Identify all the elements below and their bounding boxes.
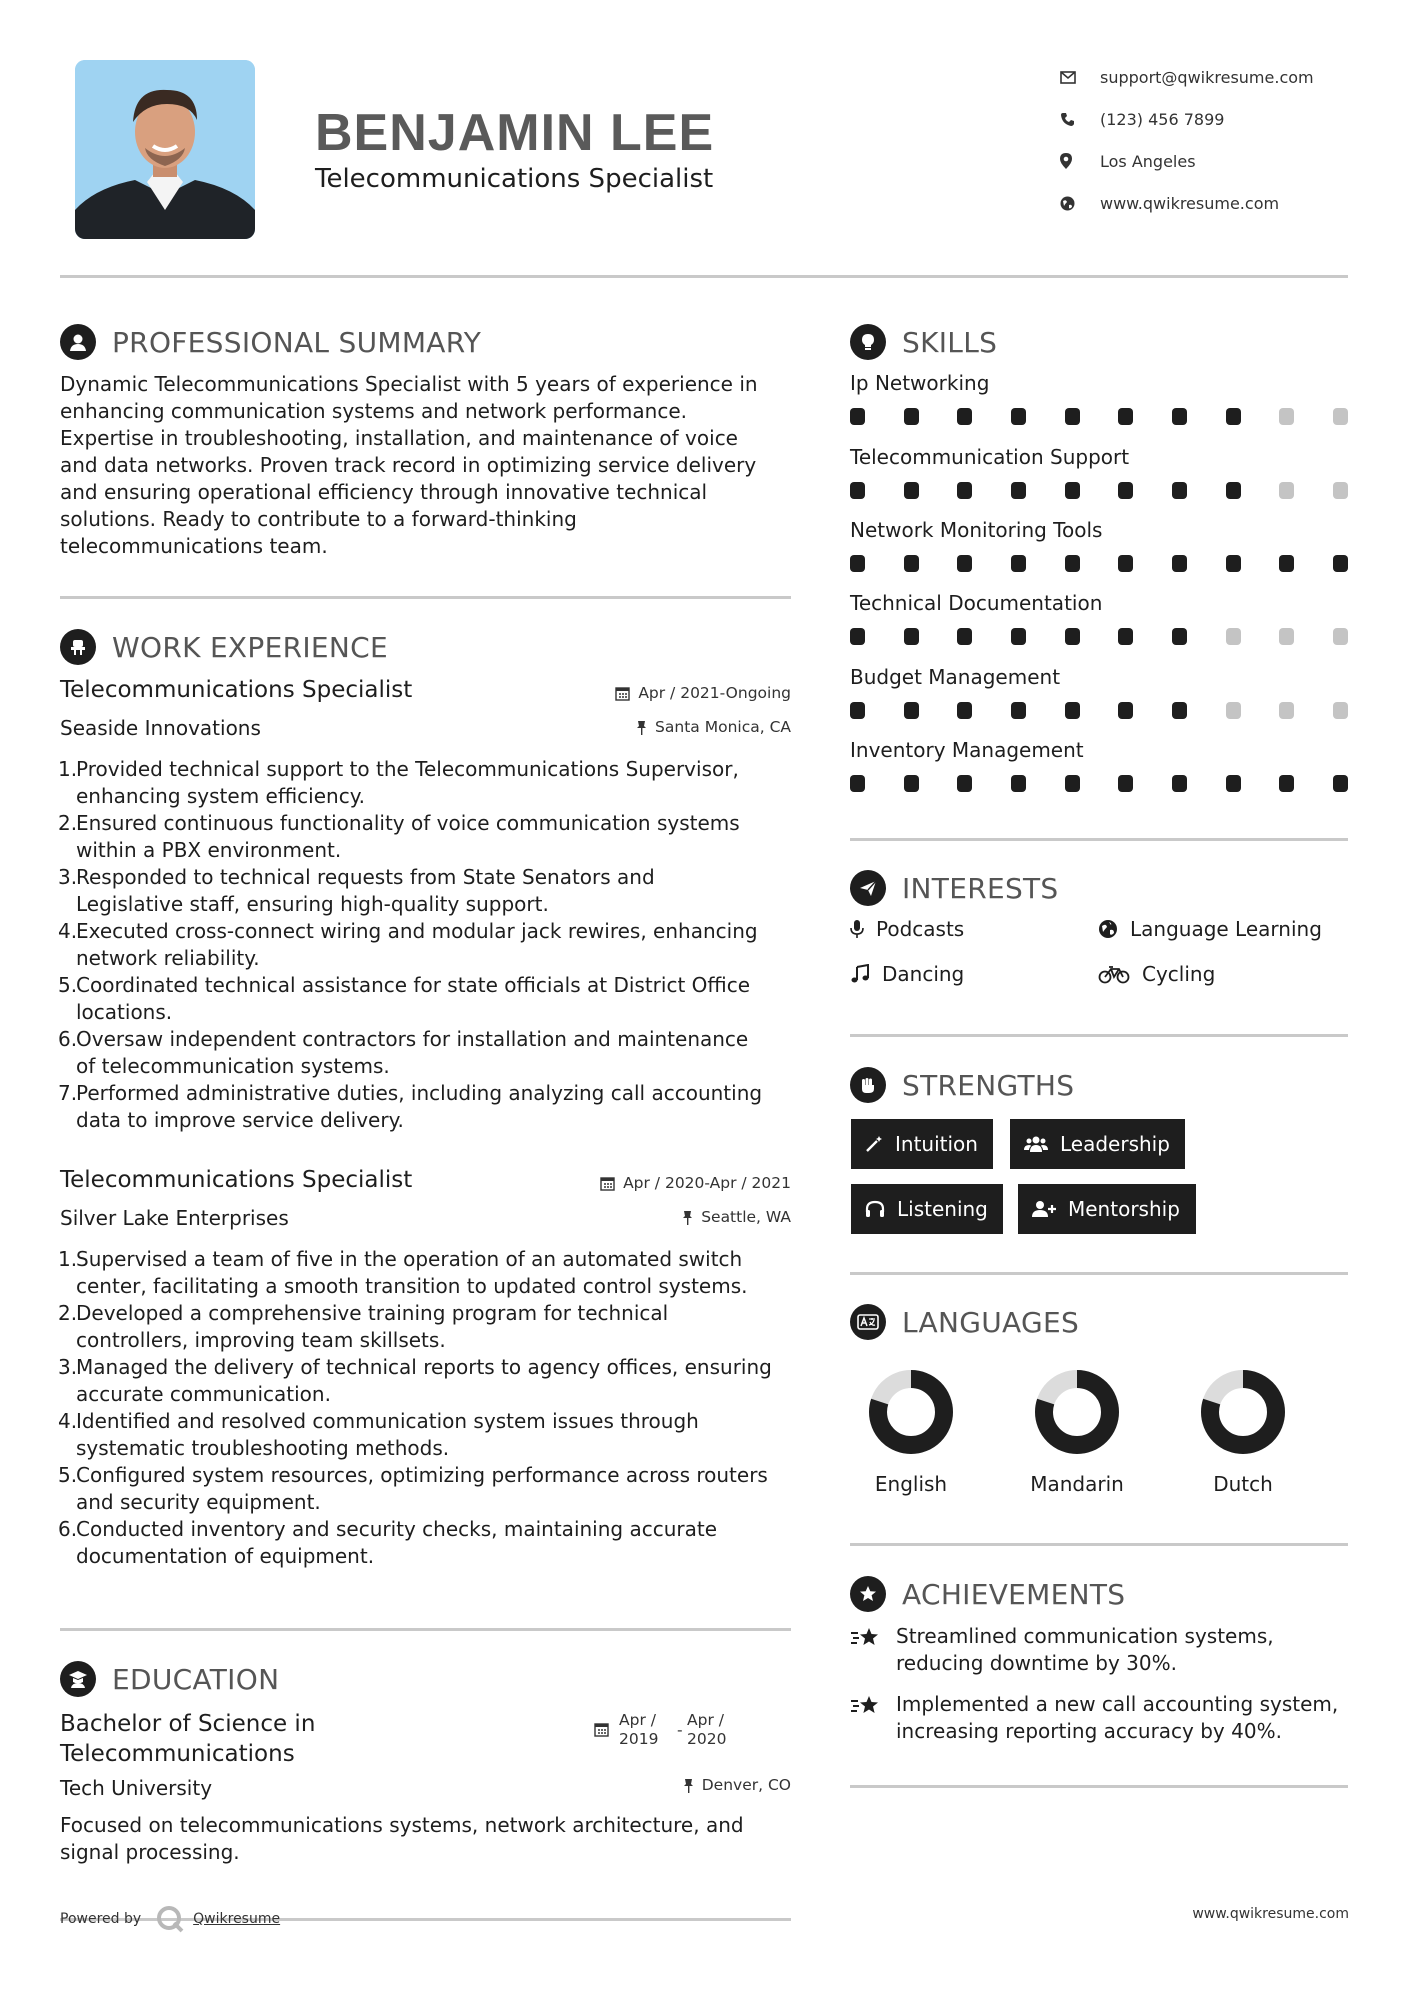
rating-dot-empty <box>1226 628 1241 645</box>
date-separator: - <box>677 1721 683 1739</box>
contact-email-text: support@qwikresume.com <box>1100 67 1314 87</box>
rating-dot-empty <box>1333 702 1348 719</box>
rating-dot-filled <box>1065 628 1080 645</box>
list-text: locations. <box>76 1000 173 1024</box>
degree-title <box>60 1709 315 1769</box>
rating-dot-filled <box>1065 408 1080 425</box>
job-dates-text: Apr / 2020-Apr / 2021 <box>623 1174 791 1192</box>
date-line: Apr / <box>619 1711 656 1729</box>
interest-label: Language Learning <box>1130 917 1322 941</box>
skill-rating <box>850 775 1350 793</box>
summary-heading <box>60 324 481 360</box>
skill-name: Network Monitoring Tools <box>850 518 1103 542</box>
rating-dot-filled <box>957 775 972 792</box>
list-text: Identified and resolved communication system issues through <box>76 1409 699 1433</box>
globe-icon <box>1098 919 1118 939</box>
job-location <box>560 1208 791 1226</box>
contact-location <box>1060 140 1360 182</box>
contact-website-text: www.qwikresume.com <box>1100 193 1280 213</box>
rating-dot-filled <box>1172 408 1187 425</box>
header-divider <box>60 275 1348 278</box>
rating-dot-filled <box>904 628 919 645</box>
section-divider <box>850 1785 1348 1788</box>
user-circle-icon <box>60 324 96 360</box>
list-number: 4. <box>58 919 78 943</box>
school-name: Tech University <box>60 1776 213 1800</box>
education-heading <box>60 1661 279 1697</box>
list-number: 5. <box>58 1463 78 1487</box>
degree-line: Telecommunications <box>60 1741 295 1767</box>
rating-dot-filled <box>904 408 919 425</box>
map-pin-icon <box>1060 153 1100 169</box>
rating-dot-filled <box>1172 702 1187 719</box>
description-line: signal processing. <box>60 1840 240 1864</box>
achievements-heading <box>850 1576 1125 1612</box>
skill-name: Technical Documentation <box>850 591 1103 615</box>
music-note-icon <box>850 964 870 984</box>
thumbtack-icon <box>683 1778 694 1793</box>
section-divider <box>850 838 1348 841</box>
interest-label: Podcasts <box>876 917 965 941</box>
rating-dot-filled <box>1118 702 1133 719</box>
skill-name: Telecommunication Support <box>850 445 1130 469</box>
job-company: Seaside Innovations <box>60 716 261 740</box>
list-item <box>58 1354 798 1408</box>
skill-rating <box>850 555 1350 573</box>
rating-dot-empty <box>1279 408 1294 425</box>
list-text: Developed a comprehensive training program for technical <box>76 1301 669 1325</box>
shooting-star-icon <box>850 1691 896 1745</box>
interests-title: INTERESTS <box>902 871 1059 905</box>
interest-label: Dancing <box>882 962 965 986</box>
job-dates-text: Apr / 2021-Ongoing <box>638 684 791 702</box>
job-dates <box>540 1174 791 1192</box>
language-ring <box>1032 1367 1122 1457</box>
skill-rating <box>850 482 1350 500</box>
description-line: Focused on telecommunications systems, network architecture, and <box>60 1813 744 1837</box>
list-item <box>58 972 798 1026</box>
degree-line: Bachelor of Science in <box>60 1711 316 1737</box>
list-text: of telecommunication systems. <box>76 1054 390 1078</box>
rating-dot-filled <box>1333 555 1348 572</box>
rating-dot-empty <box>1226 702 1241 719</box>
strength-chip <box>851 1119 993 1169</box>
fist-icon <box>850 1067 886 1103</box>
rating-dot-filled <box>850 628 865 645</box>
interests-heading <box>850 870 1059 906</box>
education-description <box>60 1812 800 1866</box>
language-label: Mandarin <box>1030 1472 1124 1496</box>
summary-line: Expertise in troubleshooting, installation, and maintenance of voice <box>60 426 738 450</box>
section-divider <box>850 1543 1348 1546</box>
skill-rating <box>850 408 1350 426</box>
list-number: 6. <box>58 1517 78 1541</box>
list-item <box>58 1026 798 1080</box>
list-text: controllers, improving team skillsets. <box>76 1328 446 1352</box>
strength-chip <box>1018 1184 1196 1234</box>
list-text: center, facilitating a smooth transition to updated control systems. <box>76 1274 748 1298</box>
rating-dot-filled <box>1172 555 1187 572</box>
work-title: WORK EXPERIENCE <box>112 630 388 664</box>
list-text: accurate communication. <box>76 1382 331 1406</box>
list-text: Ensured continuous functionality of voice communication systems <box>76 811 740 835</box>
job-duties-list <box>58 1246 798 1570</box>
list-number: 1. <box>58 1247 78 1271</box>
rating-dot-filled <box>1118 628 1133 645</box>
rating-dot-filled <box>850 408 865 425</box>
list-number: 5. <box>58 973 78 997</box>
lightbulb-icon <box>850 324 886 360</box>
qwikresume-logo-icon <box>155 1904 185 1934</box>
summary-title: PROFESSIONAL SUMMARY <box>112 325 482 359</box>
rating-dot-filled <box>1118 775 1133 792</box>
skill-name: Ip Networking <box>850 371 990 395</box>
summary-line: solutions. Ready to contribute to a forward-thinking <box>60 507 577 531</box>
section-divider <box>60 1628 791 1631</box>
strength-label: Mentorship <box>1068 1197 1180 1221</box>
rating-dot-filled <box>1226 482 1241 499</box>
date-line: 2019 <box>619 1730 659 1748</box>
achievement-line: Streamlined communication systems, <box>896 1624 1274 1648</box>
list-text: Coordinated technical assistance for state officials at District Office <box>76 973 751 997</box>
date-line: 2020 <box>687 1730 727 1748</box>
powered-by-text: Powered by <box>60 1911 142 1927</box>
magic-wand-icon <box>865 1135 883 1153</box>
rating-dot-empty <box>1279 482 1294 499</box>
rating-dot-filled <box>1172 628 1187 645</box>
list-number: 3. <box>58 1355 78 1379</box>
graduate-icon <box>60 1661 96 1697</box>
interest-item <box>850 917 964 941</box>
skill-rating <box>850 702 1350 720</box>
envelope-icon <box>1060 71 1100 84</box>
date-line: Apr / <box>687 1711 724 1729</box>
list-text: systematic troubleshooting methods. <box>76 1436 450 1460</box>
rating-dot-filled <box>957 555 972 572</box>
rating-dot-filled <box>1011 628 1026 645</box>
candidate-title: Telecommunications Specialist <box>315 164 714 194</box>
list-number: 1. <box>58 757 78 781</box>
rating-dot-filled <box>1011 702 1026 719</box>
rating-dot-empty <box>1279 628 1294 645</box>
strength-label: Listening <box>897 1197 988 1221</box>
list-text: Supervised a team of five in the operation of an automated switch <box>76 1247 743 1271</box>
rating-dot-filled <box>957 408 972 425</box>
rating-dot-filled <box>904 775 919 792</box>
rating-dot-empty <box>1333 628 1348 645</box>
language-label: English <box>874 1472 948 1496</box>
language-icon <box>850 1304 886 1340</box>
achievement-item <box>850 1691 1370 1745</box>
list-number: 7. <box>58 1081 78 1105</box>
list-text: within a PBX environment. <box>76 838 342 862</box>
list-number: 3. <box>58 865 78 889</box>
achievements-title: ACHIEVEMENTS <box>902 1577 1126 1611</box>
summary-line: and ensuring operational efficiency through innovative technical <box>60 480 708 504</box>
job-dates <box>560 684 791 702</box>
list-text: data to improve service delivery. <box>76 1108 404 1132</box>
rating-dot-filled <box>1279 555 1294 572</box>
rating-dot-filled <box>1226 408 1241 425</box>
rating-dot-filled <box>1065 555 1080 572</box>
list-number: 2. <box>58 811 78 835</box>
rating-dot-filled <box>850 555 865 572</box>
interest-item <box>1098 917 1322 941</box>
skills-heading <box>850 324 997 360</box>
job-location-text: Seattle, WA <box>701 1208 791 1226</box>
section-divider <box>850 1272 1348 1275</box>
shooting-star-icon <box>850 1623 896 1677</box>
rating-dot-filled <box>1118 555 1133 572</box>
job-title: Telecommunications Specialist <box>60 1167 413 1193</box>
list-text: Responded to technical requests from State Senators and <box>76 865 655 889</box>
paper-plane-icon <box>850 870 886 906</box>
list-item <box>58 864 798 918</box>
rating-dot-filled <box>904 702 919 719</box>
headphones-icon <box>865 1200 885 1218</box>
section-divider <box>60 596 791 599</box>
summary-text <box>60 371 800 560</box>
list-text: Legislative staff, ensuring high-quality support. <box>76 892 549 916</box>
rating-dot-filled <box>957 628 972 645</box>
bicycle-icon <box>1098 964 1130 984</box>
list-text: Oversaw independent contractors for installation and maintenance <box>76 1027 749 1051</box>
rating-dot-filled <box>1011 408 1026 425</box>
list-text: enhancing system efficiency. <box>76 784 366 808</box>
rating-dot-empty <box>1333 482 1348 499</box>
language-label: Dutch <box>1213 1472 1273 1496</box>
candidate-name: BENJAMIN LEE <box>315 104 715 162</box>
list-item <box>58 1408 798 1462</box>
strength-chip <box>851 1184 1003 1234</box>
strengths-title: STRENGTHS <box>902 1068 1075 1102</box>
list-text: Managed the delivery of technical reports to agency offices, ensuring <box>76 1355 772 1379</box>
rating-dot-filled <box>1333 775 1348 792</box>
rating-dot-filled <box>904 555 919 572</box>
language-ring <box>1198 1367 1288 1457</box>
skill-rating <box>850 628 1350 646</box>
job-company: Silver Lake Enterprises <box>60 1206 289 1230</box>
rating-dot-filled <box>957 482 972 499</box>
list-item <box>58 756 798 810</box>
education-dates <box>594 1711 735 1749</box>
rating-dot-filled <box>957 702 972 719</box>
interest-item <box>1098 962 1215 986</box>
phone-icon <box>1060 112 1100 127</box>
summary-line: enhancing communication systems and network performance. <box>60 399 687 423</box>
strength-label: Intuition <box>895 1132 978 1156</box>
languages-title: LANGUAGES <box>902 1305 1080 1339</box>
rating-dot-filled <box>1011 482 1026 499</box>
rating-dot-filled <box>1065 482 1080 499</box>
rating-dot-filled <box>1011 775 1026 792</box>
list-item <box>58 1300 798 1354</box>
interest-label: Cycling <box>1142 962 1216 986</box>
contact-email[interactable] <box>1060 56 1360 98</box>
rating-dot-filled <box>850 702 865 719</box>
education-location-text: Denver, CO <box>701 1776 791 1794</box>
list-text: documentation of equipment. <box>76 1544 375 1568</box>
summary-line: Dynamic Telecommunications Specialist with 5 years of experience in <box>60 372 758 396</box>
thumbtack-icon <box>636 720 647 735</box>
list-text: Executed cross-connect wiring and modular jack rewires, enhancing <box>76 919 758 943</box>
work-heading <box>60 629 388 665</box>
rating-dot-filled <box>1279 775 1294 792</box>
list-item <box>58 1246 798 1300</box>
list-item <box>58 810 798 864</box>
section-divider <box>850 1034 1348 1037</box>
contact-location-text: Los Angeles <box>1100 151 1196 171</box>
skill-name: Budget Management <box>850 665 1061 689</box>
list-text: Conducted inventory and security checks, maintaining accurate <box>76 1517 718 1541</box>
list-item <box>58 1462 798 1516</box>
rating-dot-filled <box>1118 482 1133 499</box>
achievement-line: reducing downtime by 30%. <box>896 1651 1177 1675</box>
rating-dot-filled <box>850 775 865 792</box>
achievement-line: Implemented a new call accounting system, <box>896 1692 1339 1716</box>
profile-photo <box>75 60 255 239</box>
list-item <box>58 1080 798 1134</box>
rating-dot-filled <box>1011 555 1026 572</box>
microphone-icon <box>850 919 864 939</box>
user-plus-icon <box>1032 1200 1056 1218</box>
footer-url[interactable]: www.qwikresume.com <box>1192 1906 1349 1922</box>
list-number: 6. <box>58 1027 78 1051</box>
summary-line: and data networks. Proven track record in optimizing service delivery <box>60 453 757 477</box>
list-text: Configured system resources, optimizing performance across routers <box>76 1463 768 1487</box>
rating-dot-filled <box>1172 775 1187 792</box>
users-icon <box>1024 1135 1048 1153</box>
job-location <box>560 718 791 736</box>
list-item <box>58 1516 798 1570</box>
list-text: network reliability. <box>76 946 260 970</box>
skills-title: SKILLS <box>902 325 998 359</box>
contact-website[interactable] <box>1060 182 1360 224</box>
calendar-icon <box>600 1176 615 1191</box>
rating-dot-filled <box>850 482 865 499</box>
education-location <box>560 1776 791 1794</box>
achievement-item <box>850 1623 1370 1677</box>
rating-dot-empty <box>1279 702 1294 719</box>
rating-dot-filled <box>1065 775 1080 792</box>
list-item <box>58 918 798 972</box>
list-text: Performed administrative duties, including analyzing call accounting <box>76 1081 763 1105</box>
contact-phone-text: (123) 456 7899 <box>1100 109 1225 129</box>
rating-dot-filled <box>1226 555 1241 572</box>
job-title: Telecommunications Specialist <box>60 677 413 703</box>
language-ring <box>866 1367 956 1457</box>
thumbtack-icon <box>682 1210 693 1225</box>
achievement-line: increasing reporting accuracy by 40%. <box>896 1719 1282 1743</box>
contact-list <box>1060 56 1360 224</box>
summary-line: telecommunications team. <box>60 534 328 558</box>
education-title: EDUCATION <box>112 1662 280 1696</box>
globe-icon <box>1060 196 1100 211</box>
list-number: 4. <box>58 1409 78 1433</box>
brand-link[interactable]: Qwikresume <box>193 1911 281 1927</box>
rating-dot-empty <box>1333 408 1348 425</box>
strength-label: Leadership <box>1060 1132 1170 1156</box>
rating-dot-filled <box>1172 482 1187 499</box>
rating-dot-filled <box>1065 702 1080 719</box>
contact-phone[interactable] <box>1060 98 1360 140</box>
strengths-heading <box>850 1067 1074 1103</box>
list-text: and security equipment. <box>76 1490 321 1514</box>
education-end <box>687 1711 735 1749</box>
calendar-icon <box>615 686 630 701</box>
rating-dot-filled <box>904 482 919 499</box>
rating-dot-filled <box>1118 408 1133 425</box>
education-start <box>619 1711 667 1749</box>
calendar-icon <box>594 1722 609 1737</box>
interest-item <box>850 962 964 986</box>
languages-heading <box>850 1304 1079 1340</box>
strength-chip <box>1010 1119 1185 1169</box>
powered-by <box>60 1904 280 1934</box>
star-badge-icon <box>850 1576 886 1612</box>
job-duties-list <box>58 756 798 1134</box>
rating-dot-filled <box>1226 775 1241 792</box>
list-number: 2. <box>58 1301 78 1325</box>
list-text: Provided technical support to the Telecommunications Supervisor, <box>76 757 739 781</box>
job-location-text: Santa Monica, CA <box>655 718 791 736</box>
skill-name: Inventory Management <box>850 738 1084 762</box>
briefcase-icon <box>60 629 96 665</box>
